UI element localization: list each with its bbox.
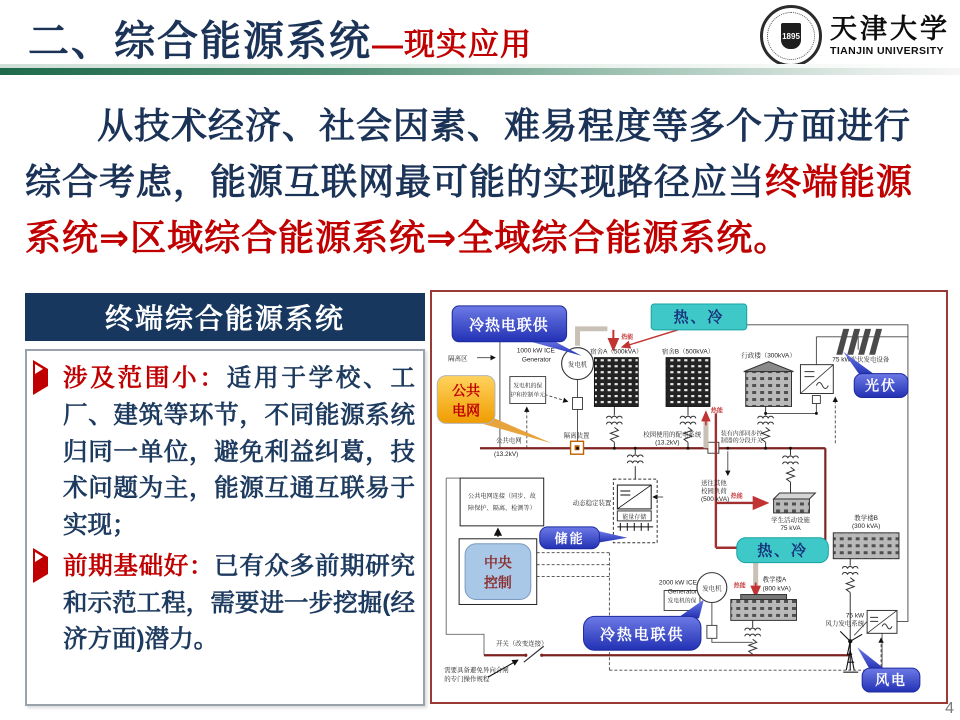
label-ice2-l1: 2000 kW ICE xyxy=(658,579,697,587)
callout-public-grid-l2: 电网 xyxy=(452,402,481,419)
grid-connect-l2: 障保护、隔离、检测等） xyxy=(468,504,536,512)
label-heat-4: 热能 xyxy=(733,583,746,590)
label-op-note2: 的专门操作规程 xyxy=(444,676,490,684)
list-item xyxy=(33,361,415,545)
grid-connect-l1: 公共电网连接（同步、故 xyxy=(468,492,536,500)
teaching-a-roof xyxy=(741,595,787,600)
callout-pv-label: 光伏 xyxy=(865,377,897,394)
page-title xyxy=(28,8,532,67)
label-wind1: 75 kW xyxy=(845,612,865,620)
microgrid-diagram-svg xyxy=(432,292,946,702)
intro-line2-red: 终端能源 xyxy=(765,160,914,202)
generator-1-label: 发电机 xyxy=(567,361,588,369)
sectionalizer-switch xyxy=(708,442,719,453)
generator-2-label: 发电机 xyxy=(702,585,722,593)
label-isolation-zone: 隔离区 xyxy=(448,355,468,363)
page-number: 4 xyxy=(945,700,954,717)
gen-protect-l1: 发电机的保 xyxy=(513,383,543,390)
dorm-a-building xyxy=(594,358,638,407)
gen2-protect-label: 发电机的保 xyxy=(667,598,697,605)
label-energy-storage: 能量存储 xyxy=(622,514,647,521)
label-grid-line1: 公共电网 xyxy=(495,437,522,445)
admin-building xyxy=(746,372,792,407)
callout-chp-top-label: 冷热电联供 xyxy=(469,316,549,334)
callout-storage xyxy=(540,527,628,549)
microgrid-diagram xyxy=(430,290,948,704)
bullet-arrow-icon xyxy=(33,361,63,545)
logo-name-cn: 天津大学 xyxy=(830,13,950,44)
gen-protect-box xyxy=(510,377,546,404)
callout-chp-bottom-label: 冷热电联供 xyxy=(599,626,685,644)
callout-storage-label: 储能 xyxy=(554,530,585,546)
callout-public-grid-l1: 公共 xyxy=(452,382,481,399)
bullet-body: 已有众多前期研究和示范工程，需要进一步挖掘(经济方面)潜力。 xyxy=(63,552,416,654)
label-teaching-b1: 教学楼B xyxy=(854,514,878,522)
callout-wind xyxy=(857,647,920,692)
slide-header xyxy=(0,0,960,80)
label-op-note1: 需要具备避免异向合闸 xyxy=(444,667,509,675)
admin-roof xyxy=(744,362,794,372)
label-to-other1: 送往其他 xyxy=(700,480,727,488)
label-student2: 75 kVA xyxy=(780,524,801,532)
central-control-l2: 控制 xyxy=(484,574,512,591)
bullet-body: 适用于学校、工厂、建筑等环节，不同能源系统归同一单位，避免利益纠葛，技术问题为主，能源互通互联易于实现； xyxy=(63,365,415,539)
label-student1: 学生活动设施 xyxy=(771,516,810,524)
central-control-box xyxy=(465,544,531,600)
intro-line2-navy: 综合考虑，能源互联网最可能的实现路径应当 xyxy=(25,160,766,202)
header-rule xyxy=(0,68,960,75)
label-ice2-l2: Generator xyxy=(667,588,697,596)
label-admin: 行政楼（300kVA） xyxy=(741,352,796,360)
label-campus-dist1: 校园使用的配电系统 xyxy=(643,431,702,439)
label-ice1-l2: Generator xyxy=(521,356,551,364)
bullet-text xyxy=(63,549,415,659)
teaching-a-building xyxy=(731,600,797,621)
callout-heat-cold-top xyxy=(651,304,747,330)
energy-storage-assembly xyxy=(613,479,657,543)
logo-name-en: TIANJIN UNIVERSITY xyxy=(830,44,944,57)
pv-array-icon xyxy=(836,329,882,355)
intro-line2 xyxy=(25,154,940,210)
seal-year: 1895 xyxy=(781,23,801,49)
label-isolation-device: 隔离装置 xyxy=(563,432,590,440)
label-dorm-b: 宿舍B（500kVA） xyxy=(661,348,715,356)
label-sync-switch2: 制器的分段开关 xyxy=(720,438,763,445)
grid-connect-box xyxy=(460,478,544,526)
dorm-b-building xyxy=(666,358,710,407)
label-sync-switch1: 装有内部同步控 xyxy=(720,431,763,438)
label-heat-1: 热能 xyxy=(621,334,634,341)
label-to-other2: 校园负荷 xyxy=(700,488,727,496)
switch-contact xyxy=(524,654,527,657)
panel-body xyxy=(25,349,425,706)
label-dorm-a: 宿舍A（500kVA） xyxy=(590,348,643,356)
label-dynamic-stabilizer: 动态稳定装置 xyxy=(572,499,612,507)
bullet-lead: 前期基础好： xyxy=(63,552,215,580)
list-item xyxy=(33,549,415,659)
inverter-1-icon xyxy=(800,365,833,394)
bullet-lead: 涉及范围小： xyxy=(63,365,227,392)
callout-heat-cold-top-label: 热、冷 xyxy=(673,308,725,326)
student-facility-roof xyxy=(774,493,816,499)
label-grid-line2: (13.2kV) xyxy=(493,451,519,459)
label-switch-note: 开关（改变连接） xyxy=(495,640,548,648)
battery-bank-icon xyxy=(617,523,653,531)
logo-text xyxy=(830,13,950,57)
bullet-arrow-icon xyxy=(33,549,63,659)
label-to-other3: (500 kVA) xyxy=(700,495,730,503)
label-wind2: 风力发电系统 xyxy=(825,620,865,628)
label-campus-dist2: (13.2kV) xyxy=(655,439,680,447)
label-teaching-b2: (300 kVA) xyxy=(852,522,881,530)
label-ice1-l1: 1000 kW ICE xyxy=(516,347,555,355)
label-heat-2: 热能 xyxy=(710,408,723,415)
title-main: 二、综合能源系统 xyxy=(28,18,372,64)
university-logo xyxy=(760,5,950,67)
university-seal-icon xyxy=(760,5,822,67)
intro-line3: 系统⇒区域综合能源系统⇒全域综合能源系统。 xyxy=(25,216,791,258)
intro-paragraph xyxy=(25,98,940,265)
panel-title: 终端综合能源系统 xyxy=(25,293,425,341)
wind-turbine-icon xyxy=(840,631,862,672)
teaching-b-building xyxy=(833,533,899,559)
inverter-2-icon xyxy=(867,610,897,633)
label-pv-equipment: 75 kW光伏发电设备 xyxy=(832,356,890,364)
label-teaching-a1: 教学楼A xyxy=(762,576,787,584)
gen-protect-l2: 护和控制单元 xyxy=(510,392,546,399)
bullet-text xyxy=(63,361,415,545)
callout-heat-cold-mid-label: 热、冷 xyxy=(757,542,808,560)
central-control-l1: 中央 xyxy=(484,554,512,571)
switch-contact xyxy=(540,654,543,657)
intro-line1: 从技术经济、社会因素、难易程度等多个方面进行 xyxy=(97,105,912,146)
label-teaching-a2: (800 kVA) xyxy=(762,585,791,593)
callout-wind-label: 风电 xyxy=(875,672,907,689)
student-facility-building xyxy=(774,499,810,513)
title-sub: —现实应用 xyxy=(372,27,532,62)
label-heat-3: 热能 xyxy=(730,493,743,500)
callout-heat-cold-mid xyxy=(737,538,829,563)
